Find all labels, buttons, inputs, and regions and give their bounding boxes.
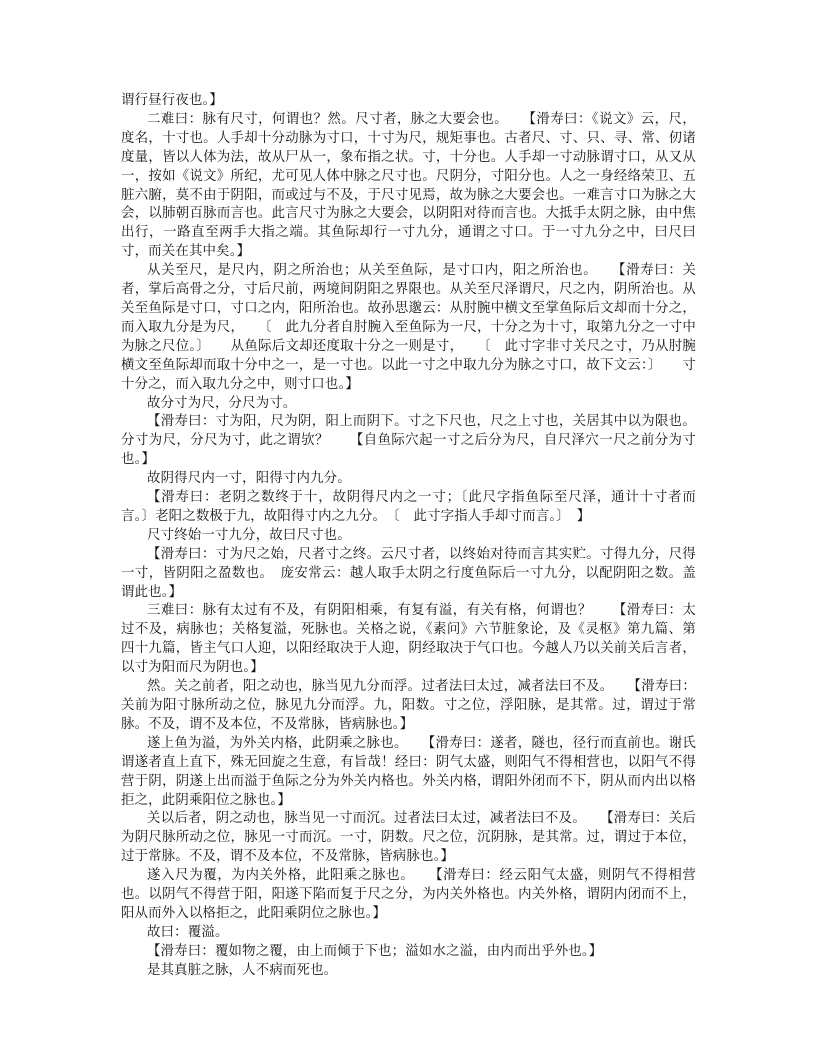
paragraph-chi-cun-end: 尺寸终始一寸九分，故曰尺寸也。 [147,527,351,543]
paragraph-guan-front: 然。关之前者，阳之动也，脉当见九分而浮。过者法曰太过，减者法曰不及。 【滑寿曰：关前为阳寸脉所动之位，脉见九分而浮。九，阳数。寸之位，浮阳脉，是其常。过，谓过于常脉。不及，谓不及本位，不及常脉，皆病脉也。】 [121,679,696,732]
paragraph-commentary: 【滑寿曰：寸为阳，尺为阴，阳上而阴下。寸之下尺也，尺之上寸也，关居其中以为限也。分寸为尺，分尺为寸，此之谓欤？ 【自鱼际穴起一寸之后分为尺，自尺泽穴一尺之前分为寸也。】 [121,414,696,468]
document-page [121,92,696,981]
paragraph-yi: 遂上鱼为溢，为外关内格，此阴乘之脉也。 【滑寿曰：遂者，隧也，径行而直前也。谢氏谓遂者直上直下，殊无回旋之生意，有旨哉！经曰：阴气太盛，则阳气不得相营也，以阳气不得营于阴，阴遂上出而溢于鱼际之分为外关内格也。外关内格，谓阳外闭而不下，阴从而内出以格拒之，此阴乘阳位之脉也。】 [121,735,696,808]
paragraph-guan-back: 关以后者，阴之动也，脉当见一寸而沉。过者法曰太过，减者法曰不及。 【滑寿曰：关后为阴尺脉所动之位，脉见一寸而沉。一寸，阴数。尺之位，沉阴脉，是其常。过，谓过于本位，过于常脉。不及，谓不及本位，不及常脉，皆病脉也。】 [121,811,696,865]
paragraph-commentary: 【滑寿曰：寸为尺之始，尺者寸之终。云尺寸者，以终始对待而言其实贮。寸得九分，尺得一寸，皆阴阳之盈数也。 庞安常云：越人取手太阴之行度鱼际后一寸九分，以配阴阳之数。盖谓此也。】 [121,546,696,600]
paragraph-commentary: 【滑寿曰：覆如物之覆，由上而倾于下也；溢如水之溢，由内而出乎外也。】 [147,943,603,959]
paragraph-guan-to-chi: 从关至尺，是尺内，阴之所治也；从关至鱼际，是寸口内，阳之所治也。 【滑寿曰：关者，掌后高骨之分，寸后尺前，两境间阴阳之界限也。从关至尺泽谓尺，尺之内，阴所治也。从关至鱼际是寸口，寸口之内，阳所治也。故孙思邈云：从肘腕中横文至掌鱼际后文却而十分之，而入取九分是为尺， 〔 此九分者自肘腕入至鱼际为一尺，十分之为十寸，取第九分之一寸中为脉之尺位。〕 从鱼际后文却还度取十分之一则是寸， 〔 此寸字非寸关尺之寸，乃从肘腕横文至鱼际却而取十分中之一，是一寸也。以此一寸之中取九分为脉之寸口，故下文云：〕 寸十分之，而入取九分之中，则寸口也。】 [121,263,696,392]
paragraph-yin-yang-cun: 故阴得尺内一寸，阳得寸内九分。 [147,471,351,487]
paragraph-third-difficulty: 三难曰：脉有太过有不及，有阴阳相乘，有复有溢，有关有格，何谓也？ 【滑寿曰：太过不及，病脉也；关格复溢，死脉也。关格之说，《素问》六节脏象论，及《灵枢》第九篇、第四十九篇，皆主气口人迎，以阳经取决于人迎，阴经取决于气口也。今越人乃以关前关后言者，以寸为阳而尺为阴也。】 [121,603,696,676]
paragraph-fu: 遂入尺为覆，为内关外格，此阳乘之脉也。 【滑寿曰：经云阳气太盛，则阴气不得相营也。以阴气不得营于阳，阳遂下陷而复于尺之分，为内关外格也。内关外格，谓阴内闭而不上，阳从而外入以格拒之，此阳乘阴位之脉也。】 [121,868,696,921]
paragraph-fu-yi: 故曰：覆溢。 [147,924,229,940]
paragraph-fen-cun: 故分寸为尺，分尺为寸。 [147,395,297,411]
paragraph-continuation: 谓行昼行夜也。】 [121,93,224,108]
paragraph-commentary: 【滑寿曰：老阴之数终于十，故阴得尺内之一寸；〔此尺字指鱼际至尺泽，通计十寸者而言。〕老阳之数极于九，故阳得寸内之九分。 〔 此寸字指人手却寸而言。〕 】 [121,490,696,524]
paragraph-closing: 是其真脏之脉，人不病而死也。 [147,962,338,978]
paragraph-second-difficulty: 二难曰：脉有尺寸，何谓也？然。尺寸者，脉之大要会也。 【滑寿曰：《说文》云，尺，度名，十寸也。人手却十分动脉为寸口，十寸为尺，规矩事也。古者尺、寸、只、寻、常、仞诸度量，皆以人体为法，故从尸从一，象布指之状。寸，十分也。人手却一寸动脉谓寸口，从又从一，按如《说文》所纪，尤可见人体中脉之尺寸也。尺阴分，寸阳分也。人之一身经络荣卫、五脏六腑，莫不由于阴阳，而或过与不及，于尺寸见焉，故为脉之大要会也。一难言寸口为脉之大会，以肺朝百脉而言也。此言尺寸为脉之大要会，以阴阳对待而言也。大抵手太阴之脉，由中焦出行，一路直至两手大指之端。其鱼际却行一寸九分，通谓之寸口。于一寸九分之中，曰尺曰寸，而关在其中矣。】 [121,111,696,260]
